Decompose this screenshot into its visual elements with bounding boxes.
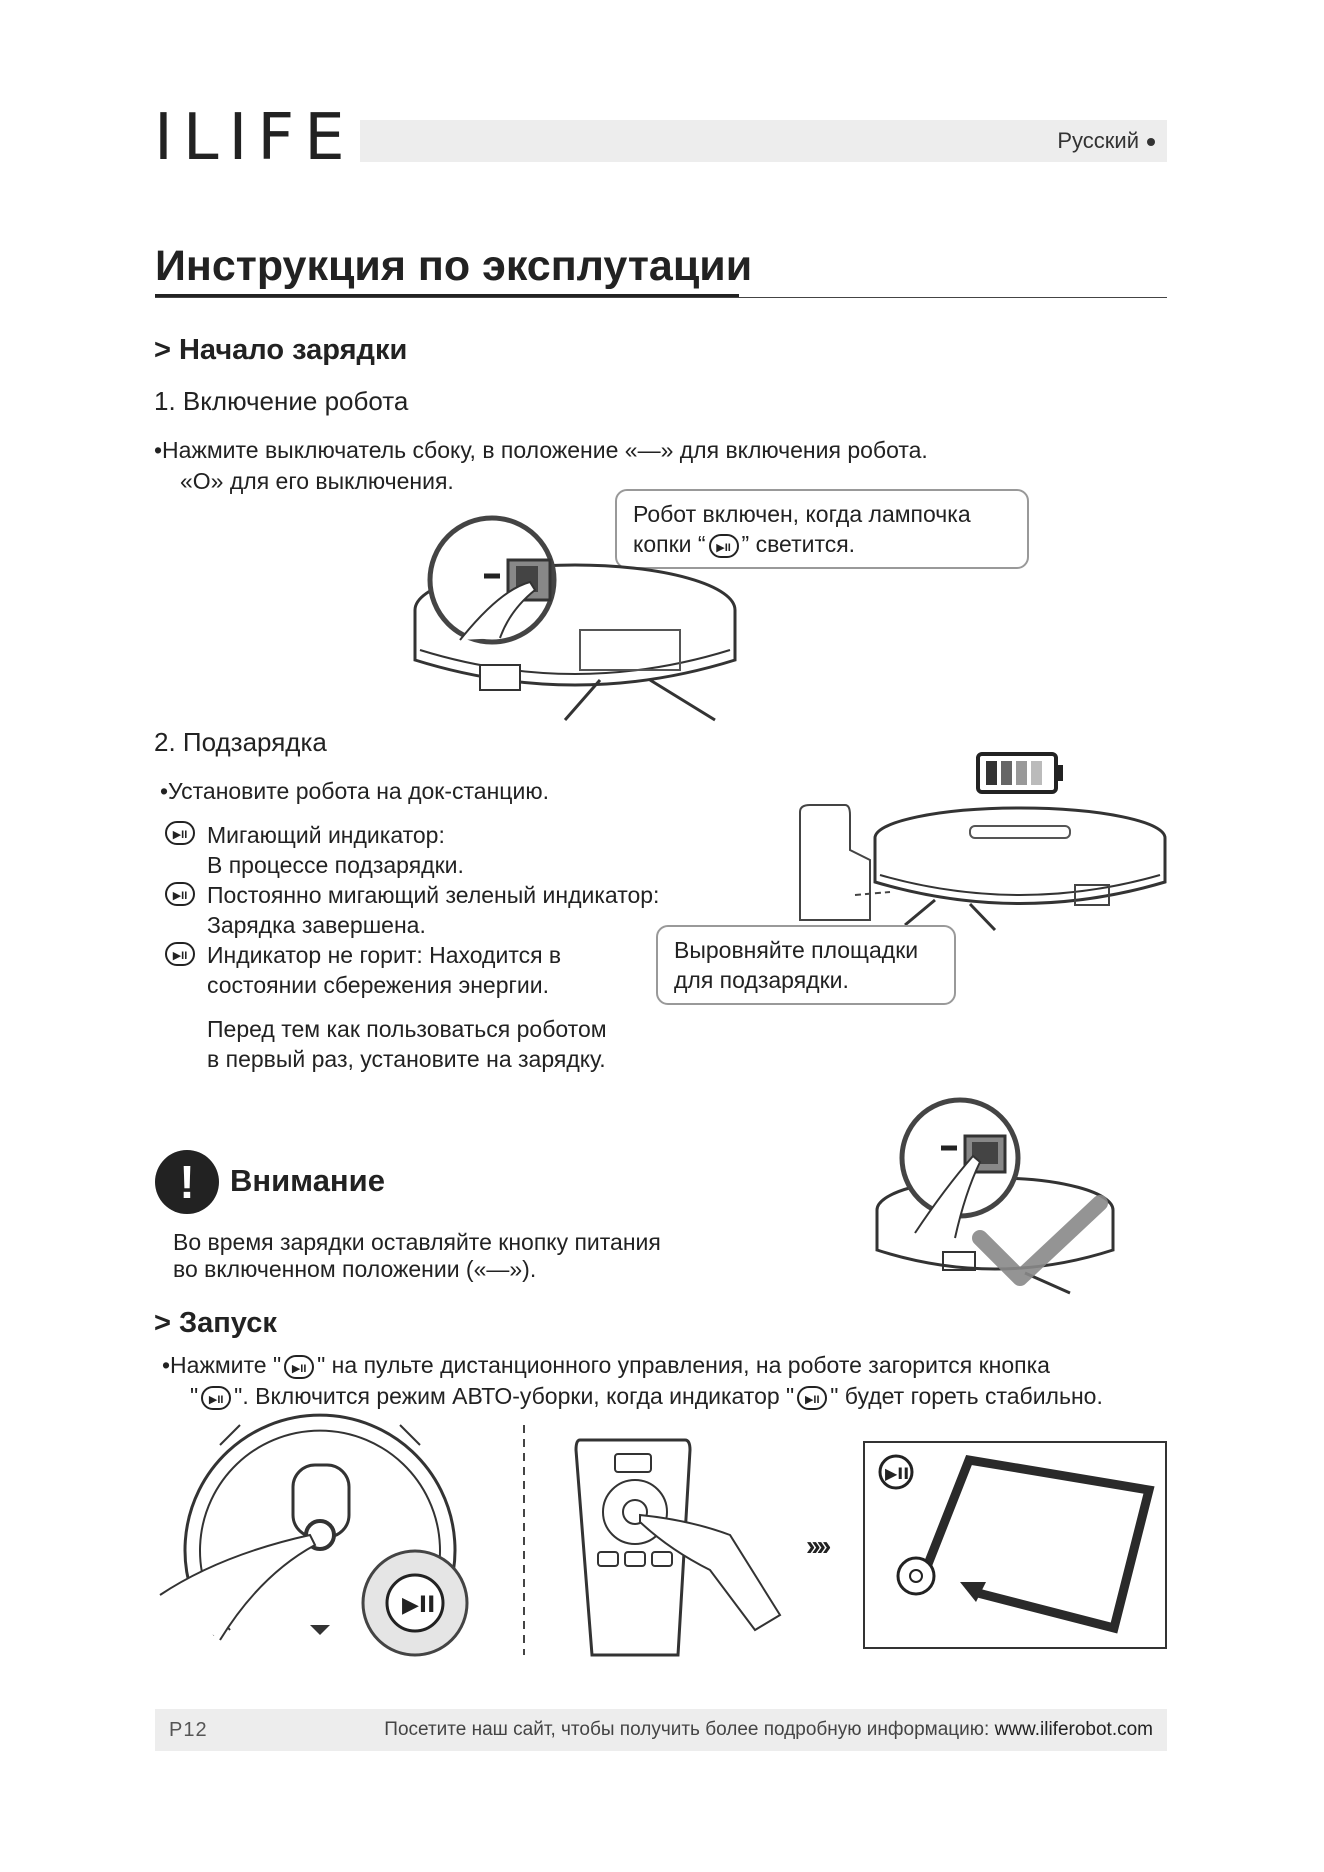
robot-top-button-illustration <box>160 1425 480 1655</box>
title-rule <box>155 297 1167 298</box>
indicator-off-desc: состоянии сбережения энергии. <box>207 972 549 998</box>
step2-intro: •Установите робота на док-станцию. <box>160 778 549 804</box>
start-line2-c: " будет гореть стабильно. <box>830 1383 1103 1409</box>
start-line1-a: •Нажмите " <box>162 1352 282 1378</box>
start-line1 <box>162 1350 1050 1380</box>
robot-docking-illustration <box>795 800 1175 940</box>
play-pause-icon: ▶II <box>165 882 195 906</box>
indicator-blinking-label: Мигающий индикатор: <box>207 822 445 848</box>
align-pads-callout <box>656 925 956 1005</box>
language-label <box>1057 128 1155 154</box>
footer-info <box>384 1719 1153 1741</box>
align-callout-line2: для подзарядки. <box>674 967 849 993</box>
callout-line2-start: копки “ <box>633 531 706 557</box>
indicator-blinking-desc: В процессе подзарядки. <box>207 852 464 878</box>
brand-logo: ILIFE <box>154 101 355 175</box>
play-pause-icon: ▶II <box>709 534 739 558</box>
language-bar <box>360 120 1167 162</box>
play-pause-icon: ▶II <box>201 1386 231 1410</box>
section-heading-start: > Запуск <box>154 1307 277 1339</box>
start-line2 <box>190 1381 1103 1411</box>
svg-text:▶II: ▶II <box>402 1593 436 1618</box>
bullet-icon <box>1147 138 1155 146</box>
attention-line1: Во время зарядки оставляйте кнопку питания <box>173 1229 661 1255</box>
divider-dashed <box>522 1425 526 1655</box>
svg-text:▶II: ▶II <box>885 1464 910 1483</box>
align-callout-line1: Выровняйте площадки <box>674 937 919 963</box>
play-pause-icon: ▶II <box>165 821 195 845</box>
play-pause-icon: ▶II <box>797 1386 827 1410</box>
indicator-off-label: Индикатор не горит: Находится в <box>207 942 562 968</box>
step1-line2: «O» для его выключения. <box>180 468 454 494</box>
step2-title: 2. Подзарядка <box>154 727 327 757</box>
callout-line1: Робот включен, когда лампочка <box>633 501 971 527</box>
step1-title: 1. Включение робота <box>154 386 409 416</box>
robot-power-switch-illustration <box>400 520 720 720</box>
remote-control-illustration <box>570 1440 800 1670</box>
robot-switch-on-check-illustration <box>875 1098 1135 1298</box>
attention-heading: Внимание <box>230 1163 385 1198</box>
indicator-solid-label: Постоянно мигающий зеленый индикатор: <box>207 882 660 908</box>
page-title: Инструкция по эксплутации <box>155 242 753 290</box>
start-line2-b: ". Включится режим АВТО-уборки, когда индикатор " <box>234 1383 795 1409</box>
auto-clean-path-illustration <box>864 1442 1168 1650</box>
first-use-note-line1: Перед тем как пользоваться роботом <box>207 1016 607 1042</box>
indicator-solid-desc: Зарядка завершена. <box>207 912 426 938</box>
attention-line2: во включенном положении («—»). <box>173 1256 537 1282</box>
start-line1-b: " на пульте дистанционного управления, на роботе загорится кнопка <box>317 1352 1050 1378</box>
start-line2-a: " <box>190 1383 199 1409</box>
play-pause-icon: ▶II <box>165 942 195 966</box>
page-number: P12 <box>169 1719 208 1741</box>
first-use-note-line2: в первый раз, установите на зарядку. <box>207 1046 606 1072</box>
play-pause-icon: ▶II <box>284 1355 314 1379</box>
warning-icon: ! <box>155 1150 219 1214</box>
battery-icon <box>976 752 1066 796</box>
language-text: Русский <box>1057 128 1139 153</box>
website-link[interactable]: www.iliferobot.com <box>994 1719 1153 1740</box>
step1-line1: •Нажмите выключатель сбоку, в положение «—» для включения робота. <box>154 437 928 463</box>
sequence-arrows: ›››› <box>806 1530 828 1561</box>
callout-line2-end: ” светится. <box>741 531 856 557</box>
footer-text: Посетите наш сайт, чтобы получить более подробную информацию: <box>384 1719 990 1740</box>
footer-bar <box>155 1709 1167 1751</box>
section-heading-charging: > Начало зарядки <box>154 334 408 366</box>
